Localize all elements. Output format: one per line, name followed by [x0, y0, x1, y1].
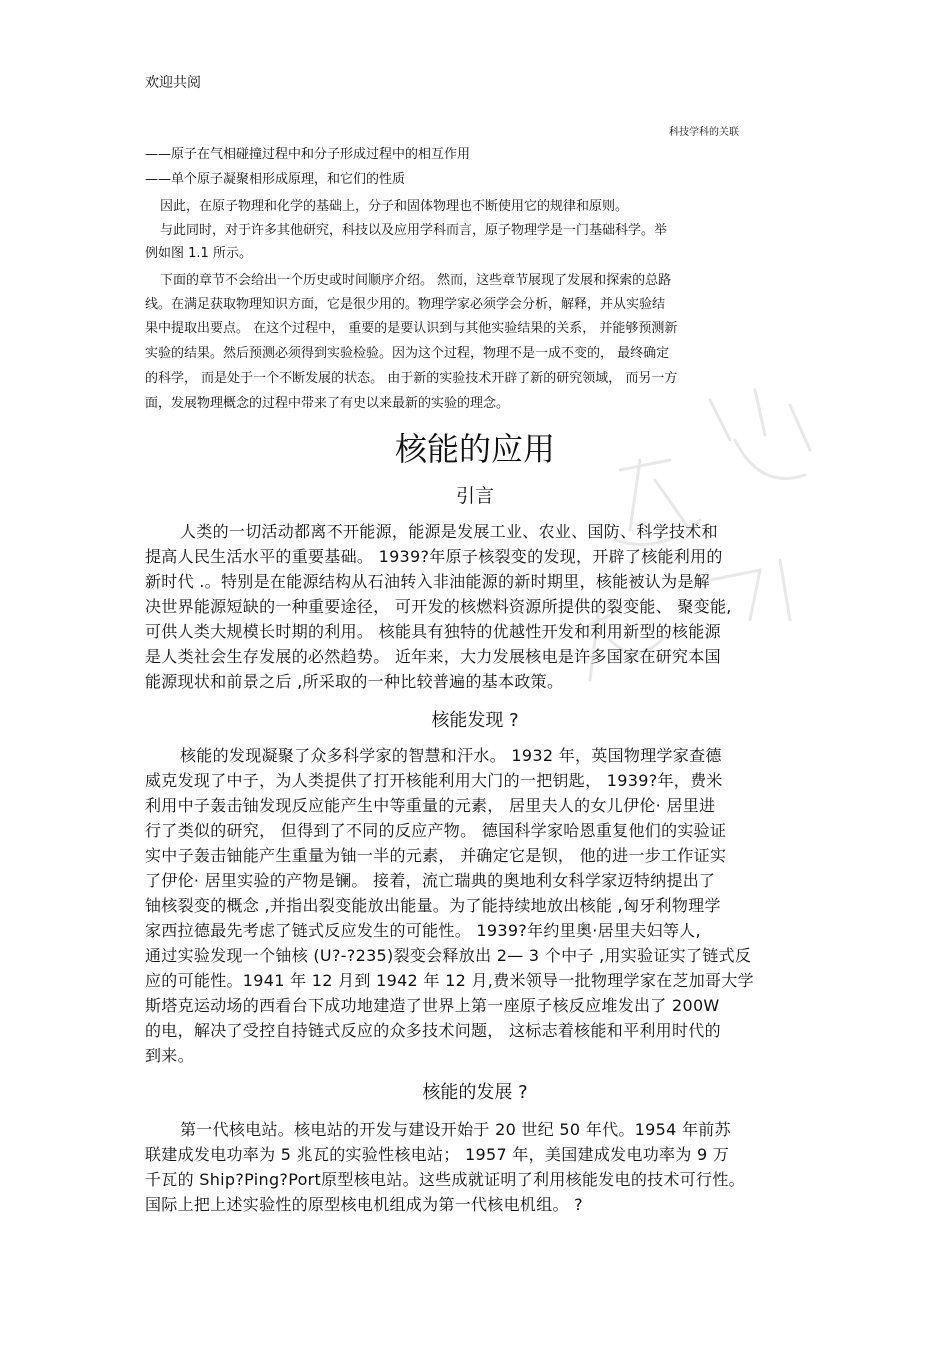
text-line: 实验的结果。然后预测必须得到实验检验。因为这个过程，物理不是一成不变的， 最终确定 [145, 346, 670, 361]
text-line: 例如图 1.1 所示。 [145, 246, 252, 261]
dash-line: ——单个原子凝聚相形成原理，和它们的性质 [145, 172, 406, 187]
text-line: 因此，在原子物理和化学的基础上，分子和固体物理也不断使用它的规律和原则。 [160, 199, 629, 214]
intro-line: 能源现状和前景之后 ,所采取的一种比较普遍的基本政策。 [145, 672, 564, 691]
intro-line: 提高人民生活水平的重要基础。 1939?年原子核裂变的发现，开辟了核能利用的 [145, 547, 723, 566]
section1-line: 铀核裂变的概念 ,并指出裂变能放出能量。为了能持续地放出核能 ,匈牙利物理学 [145, 896, 721, 915]
section1-line: 到来。 [145, 1046, 194, 1065]
right-note: 科技学科的关联 [669, 127, 739, 138]
article-subtitle: 引言 [455, 485, 494, 507]
intro-line: 决世界能源短缺的一种重要途径， 可开发的核燃料资源所提供的裂变能、 聚变能, [145, 597, 732, 616]
section1-line: 核能的发现凝聚了众多科学家的智慧和汗水。 1932 年，英国物理学家查德 [180, 746, 722, 765]
section2-line: 国际上把上述实验性的原型核电机组成为第一代核电机组。 ? [145, 1195, 583, 1214]
text-line: 的科学， 而是处于一个不断发展的状态。 由于新的实验技术开辟了新的研究领域， 而另一方 [145, 371, 678, 386]
intro-line: 是人类社会生存发展的必然趋势。 近年来，大力发展核电是许多国家在研究本国 [145, 647, 721, 666]
section1-line: 家西拉德最先考虑了链式反应发生的可能性。 1939?年约里奥·居里夫妇等人, [145, 921, 701, 940]
section-heading-discovery: 核能发现 ? [431, 710, 519, 731]
text-line: 面，发展物理概念的过程中带来了有史以来最新的实验的理念。 [145, 396, 510, 411]
intro-line: 可供人类大规模长时期的利用。 核能具有独特的优越性开发和利用新型的核能源 [145, 622, 721, 641]
section1-line: 通过实验发现一个铀核 (U?-?235)裂变会释放出 2— 3 个中子 ,用实验证实了链式反 [145, 946, 752, 965]
text-line: 与此同时，对于许多其他研究，科技以及应用学科而言，原子物理学是一门基础科学。举 [160, 223, 668, 238]
text-line: 下面的章节不会给出一个历史或时间顺序介绍。 然而，这些章节展现了发展和探索的总路 [160, 273, 672, 288]
section1-line: 斯塔克运动场的西看台下成功地建造了世界上第一座原子核反应堆发出了 200W [145, 996, 720, 1015]
dash-line: ——原子在气相碰撞过程中和分子形成过程中的相互作用 [145, 147, 471, 162]
welcome-header: 欢迎共阅 [145, 75, 201, 91]
intro-line: 新时代 .。特别是在能源结构从石油转入非油能源的新时期里，核能被认为是解 [145, 572, 710, 591]
section1-line: 利用中子轰击铀发现反应能产生中等重量的元素， 居里夫人的女儿伊伦· 居里进 [145, 796, 716, 815]
text-line: 果中提取出要点。 在这个过程中， 重要的是要认识到与其他实验结果的关系， 并能够预测新 [145, 321, 678, 336]
text-line: 线。在满足获取物理知识方面，它是很少用的。物理学家必须学会分析，解释，并从实验结 [145, 297, 666, 312]
section1-line: 了伊伦· 居里实验的产物是镧。 接着，流亡瑞典的奥地利女科学家迈特纳提出了 [145, 871, 716, 890]
section1-line: 的电，解决了受控自持链式反应的众多技术问题， 这标志着核能和平利用时代的 [145, 1021, 721, 1040]
section2-line: 第一代核电站。核电站的开发与建设开始于 20 世纪 50 年代。1954 年前苏 [180, 1120, 731, 1139]
section1-line: 实中子轰击铀能产生重量为铀一半的元素， 并确定它是钡， 他的进一步工作证实 [145, 846, 727, 865]
article-title: 核能的应用 [394, 430, 555, 468]
section2-line: 千瓦的 Ship?Ping?Port原型核电站。这些成就证明了利用核能发电的技术可行性。 [145, 1170, 745, 1189]
section2-line: 联建成发电功率为 5 兆瓦的实验性核电站； 1957 年，美国建成发电功率为 9 万 [145, 1145, 730, 1164]
section1-line: 应的可能性。1941 年 12 月到 1942 年 12 月,费米领导一批物理学家在芝加哥大学 [145, 971, 754, 990]
section1-line: 行了类似的研究， 但得到了不同的反应产物。 德国科学家哈恩重复他们的实验证 [145, 821, 727, 840]
section-heading-development: 核能的发展 ? [422, 1082, 528, 1103]
intro-line: 人类的一切活动都离不开能源，能源是发展工业、农业、国防、科学技术和 [180, 522, 718, 541]
section1-line: 威克发现了中子，为人类提供了打开核能利用大门的一把钥匙， 1939?年，费米 [145, 771, 723, 790]
